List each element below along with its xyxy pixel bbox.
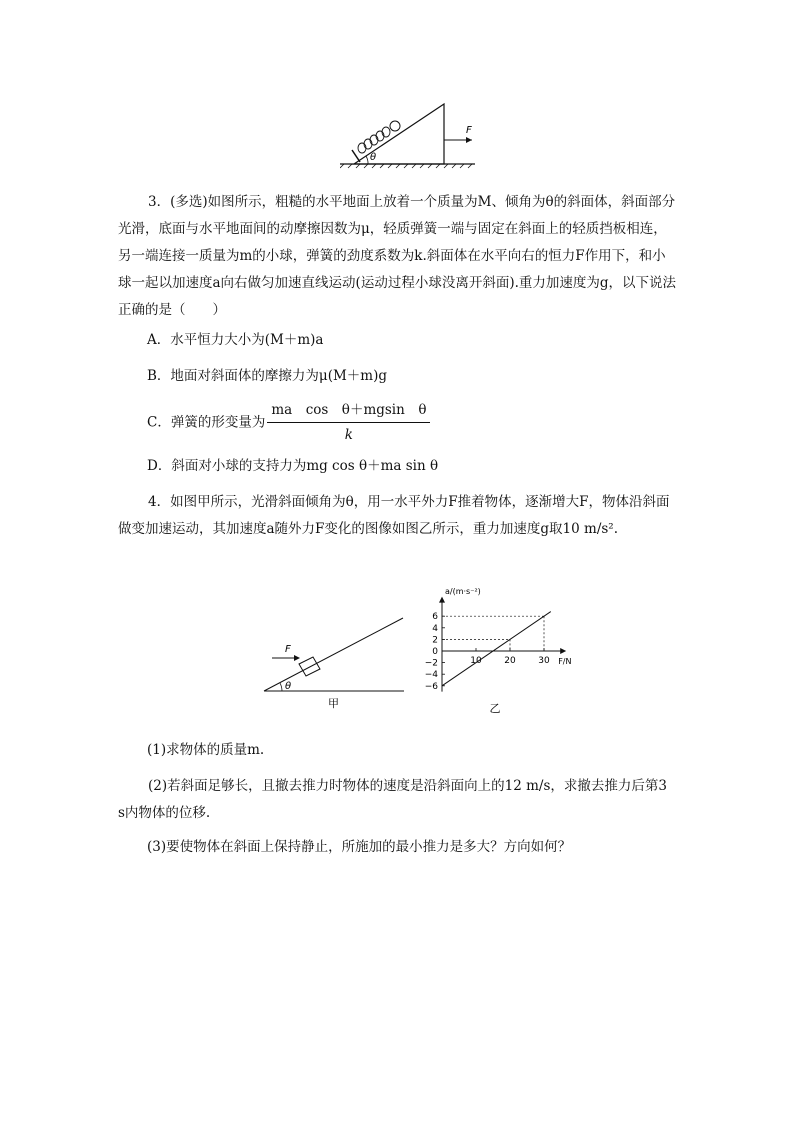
force-label: F xyxy=(466,125,472,136)
question-3-number: 3． xyxy=(148,194,171,210)
x-tick-label: 30 xyxy=(538,656,550,666)
option-c-numerator: ma cos θ＋mgsin θ xyxy=(267,400,430,423)
y-tick-label: 6 xyxy=(432,612,438,623)
question-4-text xyxy=(118,489,678,543)
y-tick-label: 0 xyxy=(432,647,438,657)
angle-arc xyxy=(366,156,368,164)
option-c-prefix: C．弹簧的形变量为 xyxy=(147,414,266,431)
figure-yi-chart xyxy=(420,586,580,716)
angle-label: θ xyxy=(370,152,377,163)
option-c xyxy=(147,400,430,445)
series-line xyxy=(442,612,551,686)
x-tick-label: 10 xyxy=(470,656,482,666)
wedge xyxy=(354,104,444,164)
option-b: B．地面对斜面体的摩擦力为μ(M＋m)g xyxy=(147,368,387,384)
y-tick-label: −2 xyxy=(424,658,438,669)
force-arrowhead xyxy=(466,137,472,143)
question-3-text xyxy=(118,189,678,324)
x-axis-label: F/N xyxy=(558,657,572,666)
x-tick-label: 20 xyxy=(504,656,516,666)
question-4-body: 如图甲所示，光滑斜面倾角为θ，用一水平外力F推着物体，逐渐增大F，物体沿斜面做变加速运动，其加速度a随外力F变化的图像如图乙所示，重力加速度g取10 m/s². xyxy=(118,494,670,537)
option-a: A．水平恒力大小为(M＋m)a xyxy=(147,332,324,348)
stopper xyxy=(352,150,360,162)
ground-hatch xyxy=(340,164,472,168)
spring xyxy=(358,127,390,153)
y-axis-arrow xyxy=(439,597,445,603)
y-tick-label: −4 xyxy=(424,670,438,681)
chart-caption: 乙 xyxy=(489,702,501,715)
question-3-body: (多选)如图所示，粗糙的水平地面上放着一个质量为M、倾角为θ的斜面体，斜面部分光滑，底面与水平地面间的动摩擦因数为μ，轻质弹簧一端与固定在斜面上的轻质挡板相连，另一端连接一质量为m的小球，弹簧的劲度系数为k.斜面体在水平向右的恒力F作用下，和小球一起以加速度a向右做匀加速直线运动(运动过程小球没离开斜面).重力加速度为g，以下说法正确的是（ ） xyxy=(118,194,677,318)
y-tick-label: 2 xyxy=(432,635,438,646)
sub-question-3: (3)要使物体在斜面上保持静止，所施加的最小推力是多大？方向如何？ xyxy=(147,839,572,855)
x-axis-arrow xyxy=(560,648,566,654)
jia-caption: 甲 xyxy=(328,697,339,710)
sub-question-2: (2)若斜面足够长，且撤去推力时物体的速度是沿斜面向上的12 m/s，求撤去推力后第3 s内物体的位移. xyxy=(118,778,667,821)
jia-angle-arc xyxy=(280,683,282,691)
y-tick-label: 4 xyxy=(432,623,438,634)
incline-spring-figure xyxy=(340,100,490,170)
jia-block xyxy=(299,657,320,676)
ball xyxy=(390,121,400,131)
jia-angle-label: θ xyxy=(285,681,292,692)
option-d: D．斜面对小球的支持力为mg cos θ＋ma sin θ xyxy=(147,458,439,474)
jia-force-label: F xyxy=(285,644,291,655)
option-c-denominator: k xyxy=(344,427,353,443)
sub-question-1: (1)求物体的质量m. xyxy=(147,742,265,758)
question-4-number: 4． xyxy=(148,494,171,510)
y-tick-label: −6 xyxy=(424,681,438,692)
figure-jia xyxy=(260,610,410,710)
y-axis-label: a/(m·s⁻²) xyxy=(445,587,481,596)
jia-force-arrowhead xyxy=(294,655,300,661)
option-c-fraction xyxy=(267,400,430,445)
